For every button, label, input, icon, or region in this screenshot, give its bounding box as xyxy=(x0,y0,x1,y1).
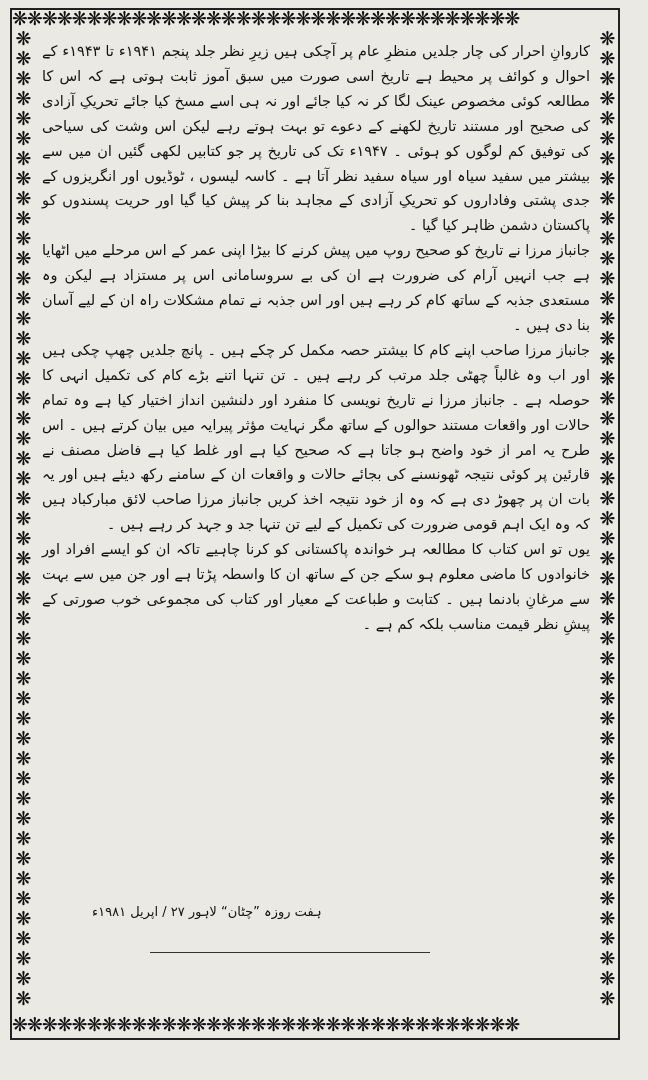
border-ornament: ❋ xyxy=(15,848,31,870)
border-ornament: ❋ xyxy=(599,828,615,850)
border-ornament: ❋ xyxy=(599,188,615,210)
border-ornament: ❋ xyxy=(599,508,615,530)
border-ornament: ❋ xyxy=(599,868,615,890)
border-ornament: ❋ xyxy=(599,48,615,70)
border-ornament: ❋ xyxy=(15,408,31,430)
border-ornament: ❋ xyxy=(15,528,31,550)
border-ornament: ❋ xyxy=(599,448,615,470)
border-ornament: ❋ xyxy=(15,768,31,790)
border-ornament: ❋ xyxy=(15,68,31,90)
border-ornament: ❋ xyxy=(15,648,31,670)
border-ornament: ❋ xyxy=(599,468,615,490)
border-ornament: ❋ xyxy=(599,308,615,330)
border-ornament: ❋ xyxy=(15,588,31,610)
paragraph-4: یوں تو اس کتاب کا مطالعہ ہر خواندہ پاکستانی کو کرنا چاہیے تاکہ ان کو ایسے افراد اور خانوادوں کا ماضی معلوم ہو سکے جن کے ساتھ ان کا واسطہ پڑتا ہے اور جن میں سے بہت سے مرغانِ بادنما ہیں ۔ کتابت و طباعت کے معیار اور کتاب کی مجموعی خوب صورتی کے پیشِ نظر قیمت مناسب بلکہ کم ہے ۔ xyxy=(42,542,590,633)
border-ornament: ❋ xyxy=(15,208,31,230)
border-ornament: ❋ xyxy=(15,108,31,130)
border-ornament: ❋ xyxy=(599,628,615,650)
border-ornament: ❋ xyxy=(599,588,615,610)
border-ornament: ❋ xyxy=(599,788,615,810)
border-ornament: ❋ xyxy=(15,868,31,890)
ornamental-border-right xyxy=(596,30,618,1018)
border-ornament: ❋ xyxy=(599,248,615,270)
border-ornament: ❋ xyxy=(599,648,615,670)
border-ornament: ❋ xyxy=(599,668,615,690)
ornamental-border-top: ❋❋❋❋❋❋❋❋❋❋❋❋❋❋❋❋❋❋❋❋❋❋❋❋❋❋❋❋❋❋❋❋❋❋ xyxy=(12,10,520,30)
border-ornament: ❋ xyxy=(15,548,31,570)
paragraph-1: کاروانِ احرار کی چار جلدیں منظرِ عام پر آچکی ہیں زیرِ نظر جلد پنجم ۱۹۴۱ء تا ۱۹۴۳ء کے احوال و کوائف پر محیط ہے تاریخ اسی صورت میں سبق آموز ثابت ہوتی ہے کہ اس کا مطالعہ کوئی مخصوص عینک لگا کر نہ کیا جائے اور نہ ہی اسے مسخ کیا جائے تحریکِ آزادی کی صحیح اور مستند تاریخ لکھنے کے دعوے تو بہت ہوتے رہے لیکن اس وشت کی سیاحی کی توفیق کم لوگوں کو ہوئی ۔ ۱۹۴۷ء تک کی تاریخ پر جو کتابیں لکھی گئیں ان میں سے بیشتر میں سفید سیاہ اور سیاہ سفید نظر آتا ہے ۔ کاسہ لیسوں ، ٹوڈیوں اور انگریزوں کے جدی پشتی وفاداروں کو تحریکِ آزادی کے مجاہد بنا کر پیش کیا گیا اور حریت پسندوں کو پاکستان دشمن ظاہر کیا گیا ۔ xyxy=(42,44,590,235)
border-ornament: ❋ xyxy=(15,468,31,490)
border-ornament: ❋ xyxy=(15,968,31,990)
border-ornament: ❋ xyxy=(599,568,615,590)
border-ornament: ❋ xyxy=(599,908,615,930)
border-ornament: ❋ xyxy=(15,668,31,690)
border-ornament: ❋ xyxy=(15,88,31,110)
border-ornament: ❋ xyxy=(599,68,615,90)
border-ornament: ❋ xyxy=(15,168,31,190)
border-ornament: ❋ xyxy=(599,328,615,350)
border-ornament: ❋ xyxy=(599,128,615,150)
border-ornament: ❋ xyxy=(599,548,615,570)
border-ornament: ❋ xyxy=(15,888,31,910)
border-ornament: ❋ xyxy=(15,188,31,210)
border-ornament: ❋ xyxy=(599,30,615,50)
border-ornament: ❋ xyxy=(599,608,615,630)
border-ornament: ❋ xyxy=(15,708,31,730)
border-ornament: ❋ xyxy=(15,328,31,350)
border-ornament: ❋ xyxy=(599,528,615,550)
border-ornament: ❋ xyxy=(15,928,31,950)
border-ornament: ❋ xyxy=(15,608,31,630)
border-ornament: ❋ xyxy=(15,148,31,170)
source-signature: ہفت روزہ ”چٹان“ لاہور ۲۷ / اپریل ۱۹۸۱ء xyxy=(92,905,322,920)
border-ornament: ❋ xyxy=(15,248,31,270)
border-ornament: ❋ xyxy=(599,208,615,230)
border-ornament: ❋ xyxy=(599,428,615,450)
border-ornament: ❋ xyxy=(15,268,31,290)
border-ornament: ❋ xyxy=(599,748,615,770)
border-ornament: ❋ xyxy=(599,168,615,190)
paragraph-3: جانباز مرزا صاحب اپنے کام کا بیشتر حصہ مکمل کر چکے ہیں ۔ پانچ جلدیں چھپ چکی ہیں اور اب وہ غالباً چھٹی جلد مرتب کر رہے ہیں ۔ تن تنہا اتنے بڑے کام کی تکمیل انہی کا حوصلہ ہے ۔ جانباز مرزا نے تاریخ نویسی کا منفرد اور دلنشین انداز اختیار کیا ہے وہ تمام حالات اور واقعات مستند حوالوں کے ساتھ مگر نہایت مؤثر پیرایہ میں بیان کرتے ہیں ۔ اس طرح یہ امر از خود واضح ہو جاتا ہے کہ صحیح کیا ہے اور غلط کیا ہے فاضل مصنف نے قارئین پر کوئی نتیجہ ٹھونسنے کی بجائے حالات و واقعات ان کے سامنے رکھ دیئے ہیں اور یہ بات ان پر چھوڑ دی ہے کہ وہ از خود نتیجہ اخذ کریں جانباز مرزا صاحب لائق مبارکباد ہیں کہ وہ ایک اہم قومی ضرورت کی تکمیل کے لیے تن تنہا جد و جہد کر رہے ہیں ۔ xyxy=(42,342,590,534)
border-ornament: ❋ xyxy=(15,30,31,50)
border-ornament: ❋ xyxy=(15,228,31,250)
review-text xyxy=(42,40,590,940)
border-ornament: ❋ xyxy=(15,688,31,710)
border-ornament: ❋ xyxy=(15,628,31,650)
border-ornament: ❋ xyxy=(15,808,31,830)
border-ornament: ❋ xyxy=(599,928,615,950)
border-ornament: ❋ xyxy=(599,408,615,430)
divider-rule xyxy=(150,952,430,953)
border-ornament: ❋ xyxy=(15,508,31,530)
ornamental-border-bottom: ❋❋❋❋❋❋❋❋❋❋❋❋❋❋❋❋❋❋❋❋❋❋❋❋❋❋❋❋❋❋❋❋❋❋ xyxy=(12,1016,520,1036)
border-ornament: ❋ xyxy=(15,908,31,930)
border-ornament: ❋ xyxy=(599,968,615,990)
border-ornament: ❋ xyxy=(599,488,615,510)
border-ornament: ❋ xyxy=(15,788,31,810)
border-ornament: ❋ xyxy=(599,288,615,310)
border-ornament: ❋ xyxy=(15,348,31,370)
border-ornament: ❋ xyxy=(599,948,615,970)
border-ornament: ❋ xyxy=(15,568,31,590)
border-ornament: ❋ xyxy=(599,88,615,110)
ornamental-border-left xyxy=(12,30,34,1018)
border-ornament: ❋ xyxy=(15,48,31,70)
border-ornament: ❋ xyxy=(599,268,615,290)
border-ornament: ❋ xyxy=(15,448,31,470)
border-ornament: ❋ xyxy=(599,728,615,750)
border-ornament: ❋ xyxy=(599,808,615,830)
border-ornament: ❋ xyxy=(599,688,615,710)
border-ornament: ❋ xyxy=(15,128,31,150)
border-ornament: ❋ xyxy=(599,228,615,250)
border-ornament: ❋ xyxy=(15,388,31,410)
border-ornament: ❋ xyxy=(599,108,615,130)
border-ornament: ❋ xyxy=(15,288,31,310)
border-ornament: ❋ xyxy=(15,748,31,770)
border-ornament: ❋ xyxy=(599,708,615,730)
border-ornament: ❋ xyxy=(15,308,31,330)
border-ornament: ❋ xyxy=(15,948,31,970)
border-ornament: ❋ xyxy=(599,148,615,170)
border-ornament: ❋ xyxy=(599,888,615,910)
border-ornament: ❋ xyxy=(15,728,31,750)
border-ornament: ❋ xyxy=(599,388,615,410)
border-ornament: ❋ xyxy=(599,768,615,790)
paragraph-2: جانباز مرزا نے تاریخ کو صحیح روپ میں پیش کرنے کا بیڑا اپنی عمر کے اس مرحلے میں اٹھایا ہے جب انہیں آرام کی ضرورت ہے ان کی بے سروسامانی اس پر مستزاد ہے لیکن وہ مستعدی جذبہ کے ساتھ کام کر رہے ہیں اور اس جذبہ نے تمام مشکلات راہ ان کے لیے آسان بنا دی ہیں ۔ xyxy=(42,243,590,334)
border-ornament: ❋ xyxy=(599,348,615,370)
border-ornament: ❋ xyxy=(15,428,31,450)
border-ornament: ❋ xyxy=(15,828,31,850)
border-ornament: ❋ xyxy=(15,488,31,510)
border-ornament: ❋ xyxy=(599,848,615,870)
border-ornament: ❋ xyxy=(15,368,31,390)
border-ornament: ❋ xyxy=(15,988,31,1010)
border-ornament: ❋ xyxy=(599,368,615,390)
border-ornament: ❋ xyxy=(599,988,615,1010)
